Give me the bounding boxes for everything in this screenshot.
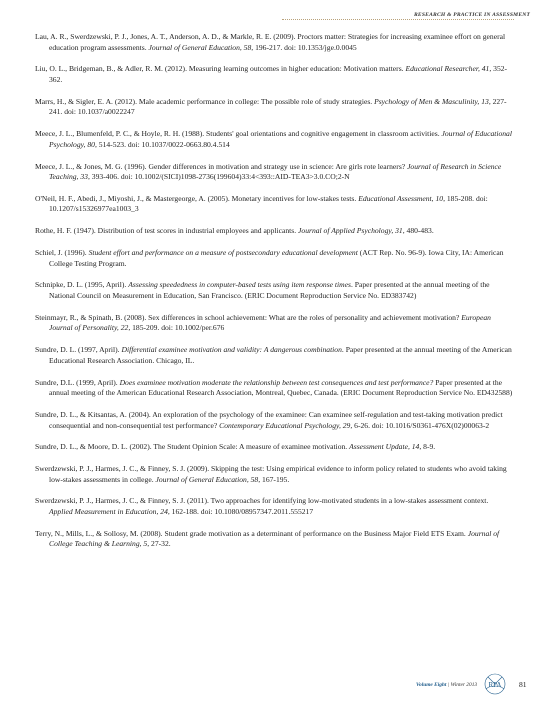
reference-text: Schnipke, D. L. (1995, April). [35, 280, 129, 290]
reference-source: Applied Measurement in Education, 24 [49, 507, 168, 517]
reference-text: Lau, A. R., Swerdzewski, P. J., Jones, A. T., Anderson, A. D., & Markle, R. E. (2009). Proctors matter: Strategies for increasing examinee effort on general education program assessments. [35, 32, 506, 52]
reference-source: Assessing speededness in computer-based tests using item response times [128, 280, 351, 290]
reference-text: Liu, O. L., Bridgeman, B., & Adler, R. M. (2012). Measuring learning outcomes in higher education: Motivation matters. [35, 64, 406, 74]
reference-details: , 196-217. doi: 10.1353/jge.0.0045 [251, 42, 357, 52]
reference-text: Marrs, H., & Sigler, E. A. (2012). Male academic performance in college: The possible role of study strategies. [35, 96, 375, 106]
reference-entry [35, 162, 513, 183]
reference-text: Sundre, D. L. (1997, April). [35, 345, 122, 355]
reference-details: , 393-406. doi: 10.1002/(SICI)1098-2736(199604)33:4<393::AID-TEA3>3.0.CO;2-N [87, 172, 350, 182]
reference-text: Swerdzewski, P. J., Harmes, J. C., & Finney, S. J. (2011). Two approaches for identifying low-motivated students in a low-stakes assessment context. [35, 496, 489, 506]
reference-text: Steinmayr, R., & Spinath, B. (2008). Sex differences in school achievement: What are the roles of personality and achievement motivation? [35, 312, 462, 322]
reference-entry [35, 64, 513, 85]
reference-entry [35, 496, 513, 517]
running-header [0, 0, 550, 26]
reference-source: Student effort and performance on a measure of postsecondary educational development [88, 248, 358, 258]
reference-details: , 352-362. [49, 64, 508, 84]
reference-entry [35, 194, 513, 215]
reference-source: Journal of Educational Psychology, 80 [49, 129, 512, 149]
running-title: RESEARCH & PRACTICE IN ASSESSMENT [414, 12, 531, 18]
reference-entry [35, 226, 513, 237]
reference-details: , 185-208. doi: 10.1207/s15326977ea1003_3 [49, 193, 488, 214]
reference-text: Meece, J. L., & Jones, M. G. (1996). Gender differences in motivation and strategy use in science: Are girls rote learners? [35, 161, 408, 171]
reference-source: European Journal of Personality, 22 [49, 312, 491, 333]
reference-text: Swerdzewski, P. J., Harmes, J. C., & Finney, S. J. (2009). Skipping the test: Using empirical evidence to inform policy related to students who avoid taking low-stakes assessments in college. [35, 464, 507, 484]
reference-entry [35, 529, 513, 550]
reference-source: Educational Assessment, 10 [358, 193, 444, 203]
reference-text: Rothe, H. F. (1947). Distribution of test scores in industrial employees and applicants. [35, 226, 299, 236]
reference-source: Educational Researcher, 41 [405, 64, 490, 74]
reference-entry [35, 345, 513, 366]
reference-source: Journal of College Teaching & Learning, 5 [49, 528, 500, 549]
reference-text: Terry, N., Mills, L., & Sollosy, M. (2008). Student grade motivation as a determinant of performance on the Business Major Field ETS Exam. [35, 528, 468, 538]
reference-details: . Paper presented at the annual meeting of the National Council on Measurement in Education, San Francisco. (ERIC Document Reproduction Service No. ED383742) [49, 280, 490, 300]
reference-details: , 185-209. doi: 10.1002/per.676 [128, 323, 225, 333]
reference-text: Meece, J. L., Blumenfeld, P. C., & Hoyle, R. H. (1988). Students' goal orientations and cognitive engagement in classroom activities. [35, 129, 442, 139]
reference-text: Sundre, D. L., & Kitsantas, A. (2004). An exploration of the psychology of the examinee: Can examinee self-regulation and test-taking motivation predict consequential and non-consequential test performance? [35, 409, 503, 430]
reference-details: , 6-26. doi: 10.1016/S0361-476X(02)00063-2 [350, 420, 490, 430]
reference-entry [35, 32, 513, 53]
reference-entry [35, 378, 513, 399]
issue-label [416, 682, 477, 688]
reference-details: , 514-523. doi: 10.1037/0022-0663.80.4.514 [94, 139, 230, 149]
reference-source: Does examinee motivation moderate the relationship between test consequences and test performance? [119, 377, 434, 387]
volume-label: Volume Eight [416, 682, 447, 688]
reference-entry [35, 248, 513, 269]
reference-source: Psychology of Men & Masculinity, 13 [374, 96, 489, 106]
rpa-logo-icon [478, 671, 512, 697]
reference-entry [35, 313, 513, 334]
reference-details: , 227-241. doi: 10.1037/a0022247 [49, 96, 507, 117]
reference-details: . Paper presented at the annual meeting of the American Educational Research Association. Chicago, IL. [49, 345, 512, 365]
reference-entry [35, 97, 513, 118]
reference-entry [35, 442, 513, 453]
reference-source: Differential examinee motivation and validity: A dangerous combination [121, 345, 342, 355]
reference-details: , 8-9. [419, 442, 436, 452]
reference-details: , 27-32. [147, 539, 171, 549]
reference-source: Journal of Research in Science Teaching, 33 [49, 161, 502, 182]
reference-source: Journal of Applied Psychology, 31 [298, 226, 403, 236]
reference-text: Sundre, D.L. (1999, April). [35, 377, 120, 387]
reference-source: Assessment Update, 14 [349, 442, 420, 452]
reference-entry [35, 129, 513, 150]
reference-list [35, 32, 513, 561]
reference-source: Contemporary Educational Psychology, 29 [219, 420, 351, 430]
reference-entry [35, 464, 513, 485]
reference-text: Schiel, J. (1996). [35, 248, 89, 258]
reference-source: Journal of General Education, 58 [148, 42, 252, 52]
reference-entry [35, 280, 513, 301]
reference-entry [35, 410, 513, 431]
logo-text: RPA [488, 681, 502, 689]
header-rule [282, 19, 514, 20]
reference-text: O'Neil, H. F., Abedi, J., Miyoshi, J., & Mastergeorge, A. (2005). Monetary incentives for low-stakes tests. [35, 193, 359, 203]
reference-source: Journal of General Education, 58 [155, 474, 259, 484]
reference-details: Paper presented at the annual meeting of the American Educational Research Association, Montreal, Quebec, Canada. (ERIC Document Reproduction Service No. ED432588) [49, 377, 513, 398]
page-number: 81 [519, 680, 527, 689]
reference-details: , 162-188. doi: 10.1080/08957347.2011.555217 [167, 507, 314, 517]
reference-details: , 480-483. [402, 226, 434, 236]
reference-details: (ACT Rep. No. 96-9). Iowa City, IA: American College Testing Program. [49, 248, 504, 268]
issue-date: | Winter 2013 [446, 682, 478, 688]
page-footer [0, 669, 550, 699]
reference-details: , 167-195. [258, 474, 290, 484]
reference-text: Sundre, D. L., & Moore, D. L. (2002). The Student Opinion Scale: A measure of examinee motivation. [35, 442, 350, 452]
